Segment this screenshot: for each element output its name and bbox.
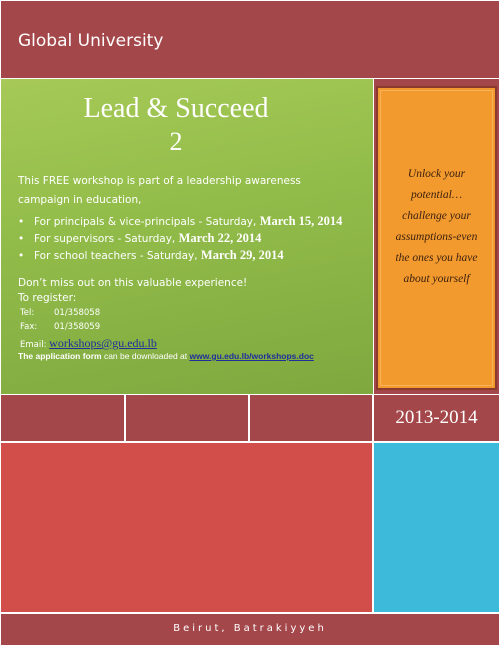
quote-line: challenge your bbox=[402, 210, 471, 222]
workshop-intro: This FREE workshop is part of a leadership awareness campaign in education, bbox=[18, 175, 301, 206]
tel-line bbox=[20, 308, 100, 318]
bullet-icon: • bbox=[18, 250, 25, 262]
red-panel bbox=[1, 443, 372, 612]
quote-box bbox=[376, 86, 497, 390]
quote-line: potential… bbox=[410, 189, 463, 201]
workshop-title: Lead & Succeed bbox=[83, 93, 269, 124]
fax-line bbox=[20, 322, 100, 332]
register-heading: To register: bbox=[18, 292, 77, 304]
application-form-text: can be downloaded at bbox=[101, 351, 190, 361]
fax-label: Fax: bbox=[20, 322, 38, 332]
blue-panel bbox=[374, 443, 499, 612]
band-cell bbox=[1, 395, 124, 441]
session-date: March 15, 2014 bbox=[259, 214, 343, 228]
tel-label: Tel: bbox=[20, 308, 35, 318]
year-cell bbox=[374, 395, 499, 441]
list-item bbox=[18, 230, 342, 247]
quote-line: Unlock your bbox=[407, 168, 466, 180]
bullet-icon: • bbox=[18, 233, 25, 245]
email-label: Email: bbox=[20, 340, 47, 350]
email-link[interactable]: workshops@gu.edu.lb bbox=[49, 336, 157, 350]
bullet-icon: • bbox=[18, 216, 25, 228]
quote-panel bbox=[374, 79, 499, 394]
session-date: March 22, 2014 bbox=[178, 231, 262, 245]
quote-line: the ones you have bbox=[395, 252, 478, 264]
university-name: Global University bbox=[18, 31, 164, 51]
application-form-label: The application form bbox=[18, 351, 102, 361]
fax-value: 01/358059 bbox=[54, 322, 101, 332]
session-label: For principals & vice-principals - Saturday, bbox=[34, 216, 260, 228]
academic-year: 2013-2014 bbox=[395, 407, 478, 428]
tel-value: 01/358058 bbox=[54, 308, 101, 318]
header-bar bbox=[1, 1, 499, 78]
band-cell bbox=[250, 395, 372, 441]
quote-text bbox=[378, 164, 495, 290]
list-item bbox=[18, 213, 342, 230]
application-form-line bbox=[18, 351, 314, 361]
footer-bar bbox=[1, 614, 499, 645]
application-form-link[interactable]: www.gu.edu.lb/workshops.doc bbox=[189, 351, 314, 361]
quote-line: about yourself bbox=[403, 273, 470, 285]
quote-line: assumptions-even bbox=[395, 231, 478, 243]
session-list bbox=[18, 213, 342, 264]
band-cell bbox=[126, 395, 248, 441]
email-line bbox=[20, 336, 157, 351]
session-label: For school teachers - Saturday, bbox=[34, 250, 201, 262]
workshop-number: 2 bbox=[169, 127, 183, 156]
list-item bbox=[18, 247, 342, 264]
session-label: For supervisors - Saturday, bbox=[34, 233, 179, 245]
session-date: March 29, 2014 bbox=[200, 248, 284, 262]
workshop-info-panel bbox=[1, 79, 373, 394]
location-text: Beirut, Batrakiyyeh bbox=[173, 623, 327, 634]
call-to-action: Don’t miss out on this valuable experience! bbox=[18, 277, 248, 289]
